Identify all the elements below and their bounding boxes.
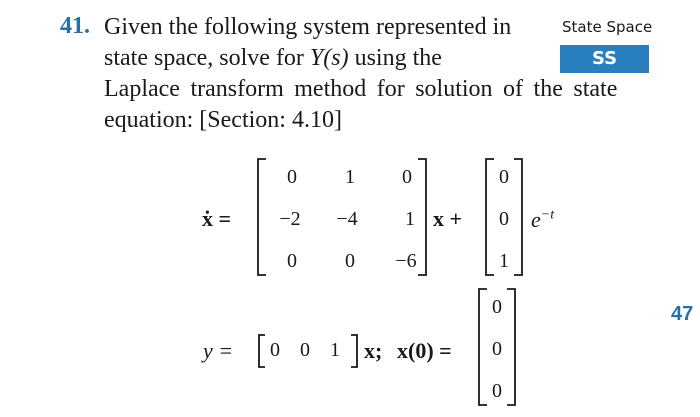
vector-b-cell: 0	[499, 208, 509, 230]
problem-text-line-2-content: state space, solve for Y(s) using the	[104, 45, 442, 71]
matrix-a-cell: −4	[336, 208, 358, 230]
matrix-a-cell: −6	[395, 250, 417, 272]
output-x-separator: x;	[364, 338, 383, 363]
vector-x0-cell: 0	[492, 296, 502, 318]
matrix-a-cell: 0	[287, 166, 297, 188]
matrix-a-cell: 1	[345, 166, 355, 188]
state-x-plus: x +	[433, 206, 463, 231]
vector-x0-cell: 0	[492, 338, 502, 360]
page-number: 47	[671, 303, 694, 325]
problem-text-line-2	[104, 44, 442, 72]
problem-number: 41.	[60, 13, 90, 39]
badge-title: State Space	[562, 18, 653, 36]
variable-y-s: Y(s)	[309, 45, 349, 71]
vector-x0-cell: 0	[492, 380, 502, 402]
vector-b-cell: 1	[499, 250, 509, 272]
matrix-a-left-bracket	[256, 158, 268, 276]
problem-text-line-1: Given the following system represented in	[104, 14, 512, 40]
matrix-a-cell: −2	[279, 208, 301, 230]
vector-b-cell: 0	[499, 166, 509, 188]
input-exponent: −t	[540, 207, 555, 223]
matrix-a-cell: 0	[287, 250, 297, 272]
matrix-a-cell: 1	[405, 208, 415, 230]
problem-text-line-4: equation: [Section: 4.10]	[104, 107, 342, 133]
state-space-badge: SS	[560, 45, 649, 73]
input-base: e	[531, 207, 541, 232]
state-equation-lhs: ẋ =	[202, 206, 232, 231]
matrix-c-cell: 1	[330, 339, 340, 361]
output-equation-lhs: y =	[203, 338, 234, 363]
matrix-c-cell: 0	[270, 339, 280, 361]
input-signal	[531, 207, 554, 233]
initial-condition-label: x(0) =	[397, 338, 452, 363]
matrix-a-cell: 0	[345, 250, 355, 272]
problem-text-line-3: Laplace transform method for solution of the state	[104, 76, 618, 102]
matrix-a-cell: 0	[402, 166, 412, 188]
matrix-c-cell: 0	[300, 339, 310, 361]
